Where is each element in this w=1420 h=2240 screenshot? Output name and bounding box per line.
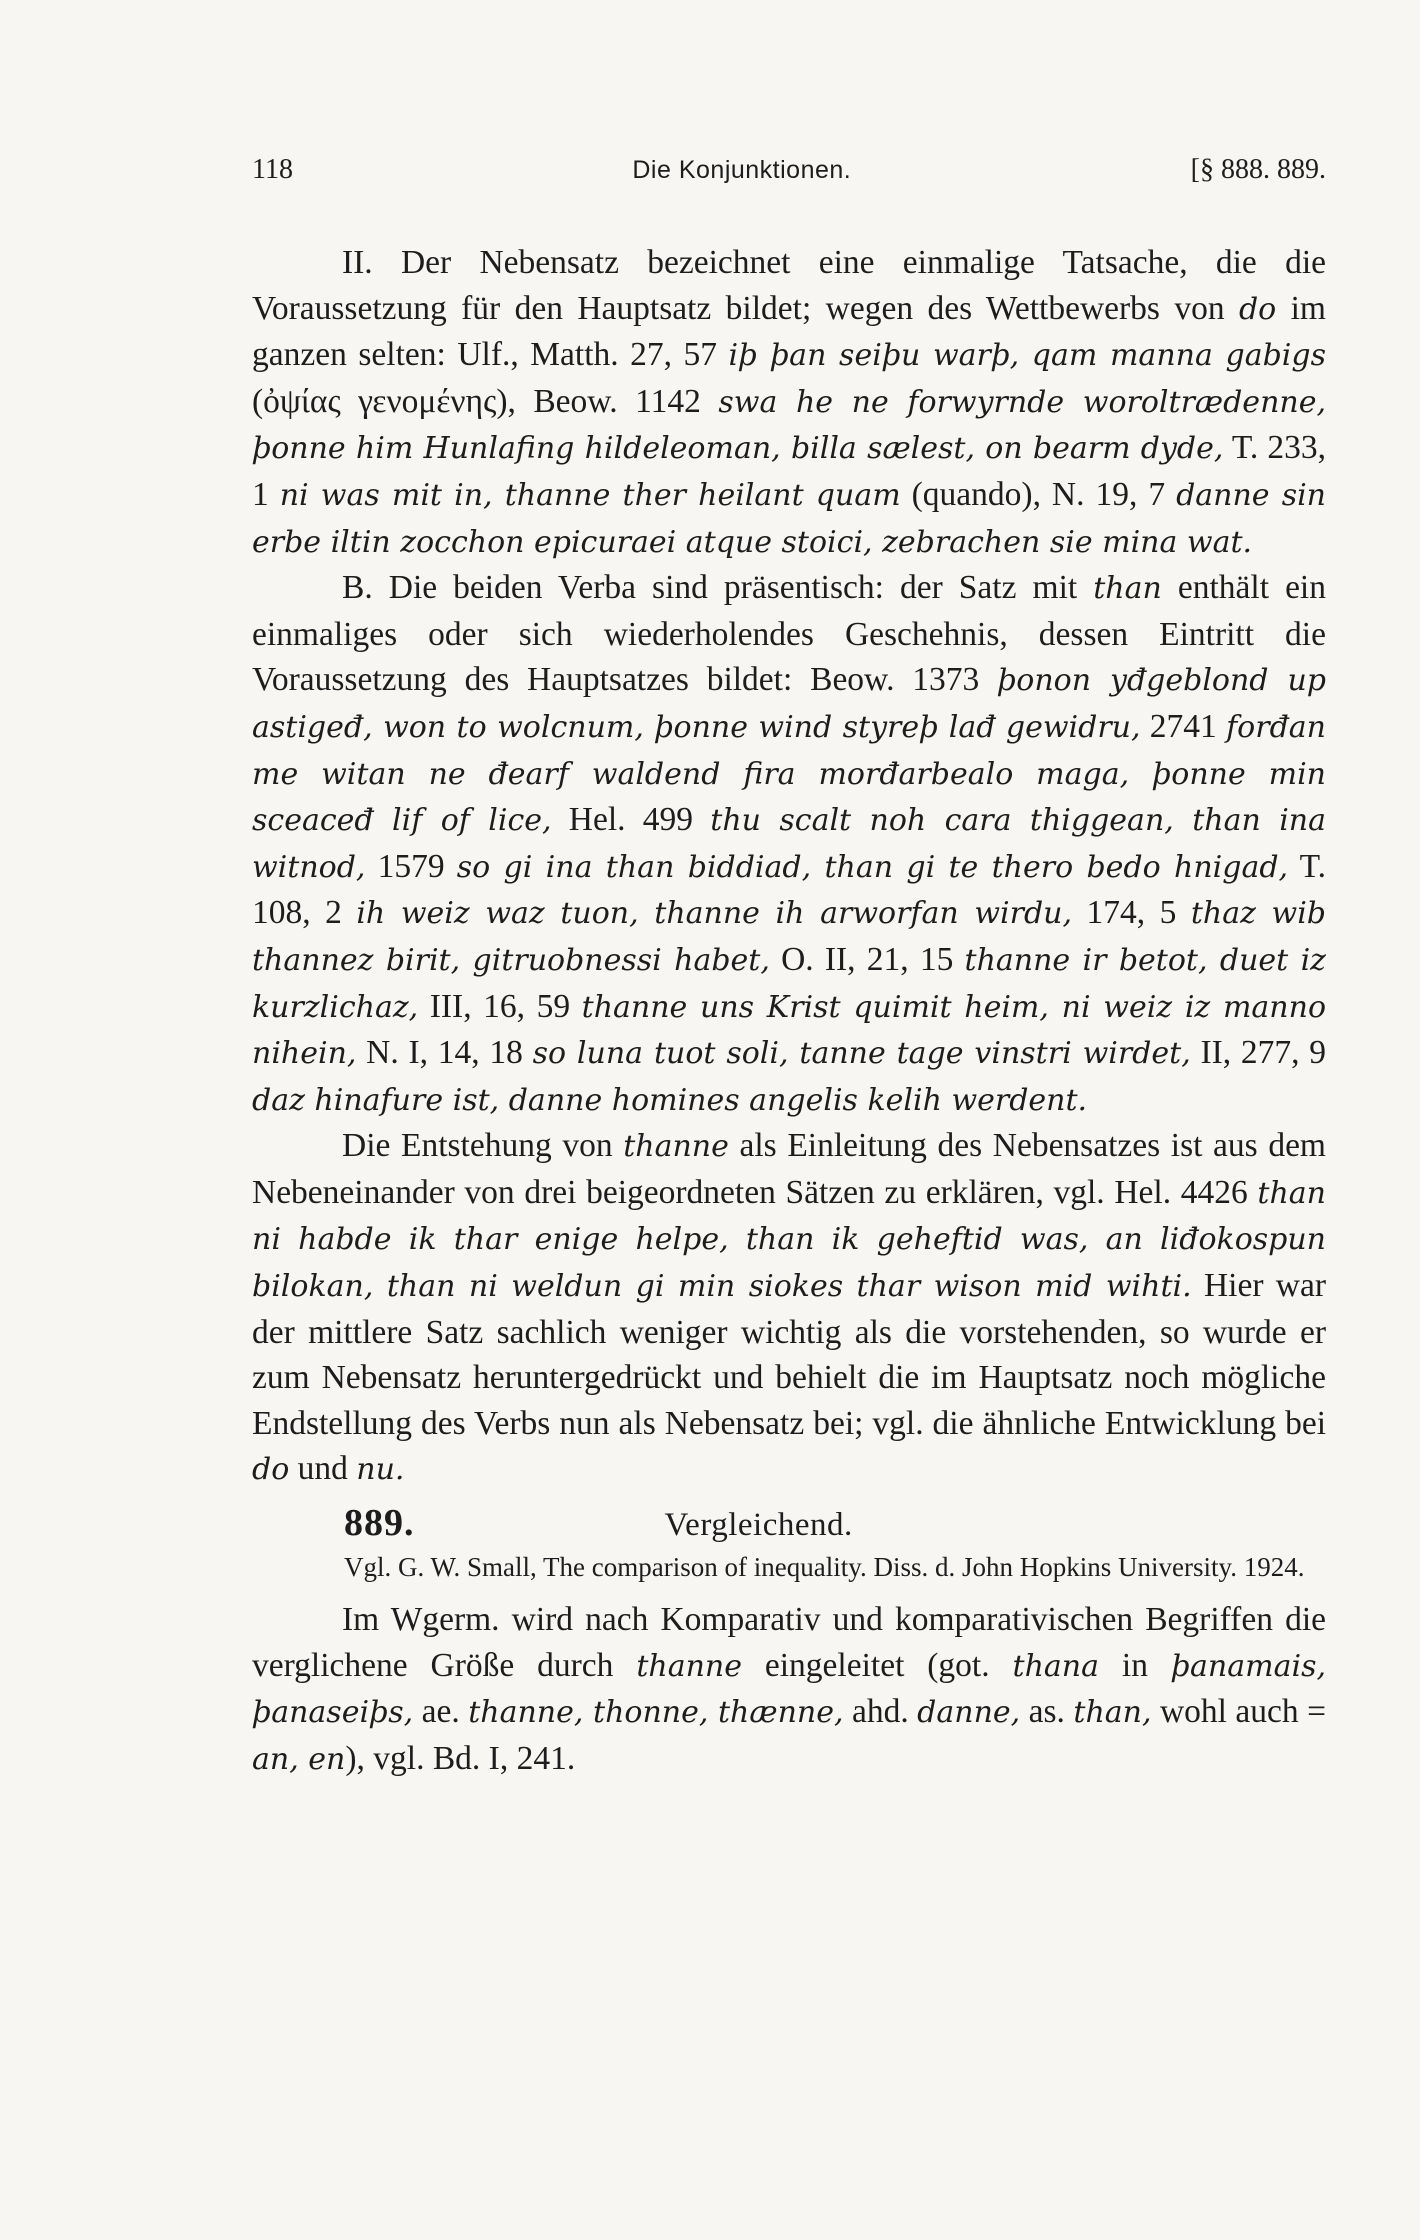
text-run: eingeleitet (got. (741, 1646, 1013, 1684)
italic-citation: þanamais, þanaseiþs, (252, 1648, 1326, 1731)
italic-citation: thana (1012, 1648, 1099, 1684)
italic-citation: ni was mit in, thanne ther heilant quam (279, 477, 901, 513)
text-run: Im Wgerm. wird nach Komparativ und komparativischen Begriffen die verglichene Größe durch (252, 1601, 1326, 1684)
section-number: 889. (344, 1502, 415, 1545)
text-run: als Einleitung des Nebensatzes ist aus dem Nebeneinander von drei beigeordneten Sätzen zu erklären, vgl. Hel. 4426 (252, 1127, 1326, 1211)
text-run: 1579 (365, 847, 457, 885)
text-run: III, 16, 59 (418, 987, 582, 1025)
section-title: Vergleichend. (664, 1507, 853, 1544)
italic-citation: swa he ne forwyrnde woroltrædenne, þonne him Hunlafing hildeleoman, billa sælest, on bearm dyde, (252, 384, 1326, 467)
italic-citation: þonon yđgeblond up astigeđ, won to wolcnum, þonne wind styreþ lađ gewidru, (252, 663, 1326, 745)
text-run: II. Der Nebensatz bezeichnet eine einmalige Tatsache, die die Voraussetzung für den Hauptsatz bildet; wegen des Wettbewerbs von (252, 244, 1326, 327)
running-head (252, 150, 1326, 190)
italic-citation: nu. (356, 1452, 405, 1488)
italic-citation: daz hinafure ist, danne homines angelis kelih werdent. (252, 1082, 1088, 1118)
italic-citation: than ni habde ik thar enige helpe, than ik geheftid was, an liđokospun bilokan, than ni weldun gi min siokes thar wison mid wihti. (252, 1175, 1326, 1305)
italic-citation: iþ þan seiþu warþ, qam manna gabigs (728, 338, 1326, 374)
italic-citation: danne, (917, 1695, 1021, 1731)
text-run: ae. (413, 1693, 469, 1731)
italic-citation: thanne ir betot, duet iz kurzlichaz, (252, 942, 1326, 1025)
text-run: Hel. 499 (551, 801, 711, 839)
paragraph-entstehung (252, 1123, 1326, 1493)
text-run: Die Entstehung von (342, 1127, 624, 1165)
text-run: T. 233, 1 (252, 429, 1326, 513)
text-run: wohl auch = (1151, 1693, 1326, 1731)
text-run: (quando), N. 19, 7 (900, 475, 1177, 513)
paragraph-wgerm (252, 1597, 1326, 1782)
text-run: O. II, 21, 15 (769, 940, 965, 978)
text-run: enthält ein einmaliges oder sich wiederholendes Geschehnis, dessen Eintritt die Voraussetzung des Hauptsatzes bildet: Beow. 1373 (252, 569, 1326, 699)
text-run: 174, 5 (1072, 894, 1191, 932)
text-block (252, 150, 1326, 1782)
paragraph-b (252, 565, 1326, 1123)
running-title: Die Konjunktionen. (632, 156, 852, 184)
text-run: im ganzen selten: Ulf., Matth. 27, 57 (252, 289, 1326, 374)
italic-citation: thanne (623, 1129, 729, 1165)
italic-citation: thu scalt noh cara thiggean, than ina witnod, (252, 803, 1326, 885)
text-run: in (1099, 1646, 1171, 1684)
section-heading (344, 1501, 1326, 1545)
italic-citation: forđan me witan ne đearf waldend fira morđarbealo maga, þonne min sceaceđ lif of lice, (252, 709, 1326, 839)
text-run: Hier war der mittlere Satz sachlich weniger wichtig als die vorstehenden, so wurde er zum Nebensatz heruntergedrückt und behielt die im Hauptsatz noch mögliche Endstellung des Verbs nun als Nebensatz bei; vgl. die ähnliche Entwicklung bei (252, 1267, 1326, 1442)
text-run: as. (1020, 1693, 1074, 1731)
text-run: 2741 (1140, 707, 1227, 745)
italic-citation: thaz wib thannez birit, gitruobnessi habet, (252, 896, 1327, 978)
section-reference: [§ 888. 889. (1190, 154, 1326, 185)
italic-citation: ih weiz waz tuon, thanne ih arworfan wirdu, (356, 896, 1073, 932)
text-run: (ὀψίας γενομένης), Beow. 1142 (252, 382, 719, 420)
text-run: ahd. (843, 1693, 918, 1731)
text-run: T. 108, 2 (252, 847, 1327, 932)
text-run: N. I, 14, 18 (356, 1034, 533, 1072)
text-run: ), vgl. Bd. I, 241. (345, 1739, 576, 1777)
text-run: B. Die beiden Verba sind präsentisch: der Satz mit (342, 569, 1094, 607)
italic-citation: do (1238, 291, 1277, 327)
italic-citation: than, (1073, 1695, 1152, 1731)
italic-citation: danne sin erbe iltin zocchon epicuraei atque stoici, zebrachen sie mina wat. (252, 477, 1327, 560)
text-run: und (289, 1450, 357, 1488)
italic-citation: so luna tuot soli, tanne tage vinstri wirdet, (532, 1036, 1191, 1072)
italic-citation: an, en (252, 1741, 346, 1777)
bibliography-note: Vgl. G. W. Small, The comparison of inequality. Diss. d. John Hopkins University. 1924. (344, 1552, 1305, 1583)
paragraph-ii (252, 240, 1326, 565)
text-run: II, 277, 9 (1190, 1034, 1326, 1072)
italic-citation: than (1093, 571, 1162, 607)
page-number: 118 (252, 154, 293, 185)
italic-citation: do (252, 1452, 290, 1488)
italic-citation: thanne uns Krist quimit heim, ni weiz iz manno nihein, (252, 989, 1326, 1072)
italic-citation: so gi ina than biddiad, than gi te thero bedo hnigad, (456, 849, 1289, 885)
italic-citation: thanne, thonne, thænne, (468, 1695, 844, 1731)
italic-citation: thanne (636, 1648, 742, 1684)
